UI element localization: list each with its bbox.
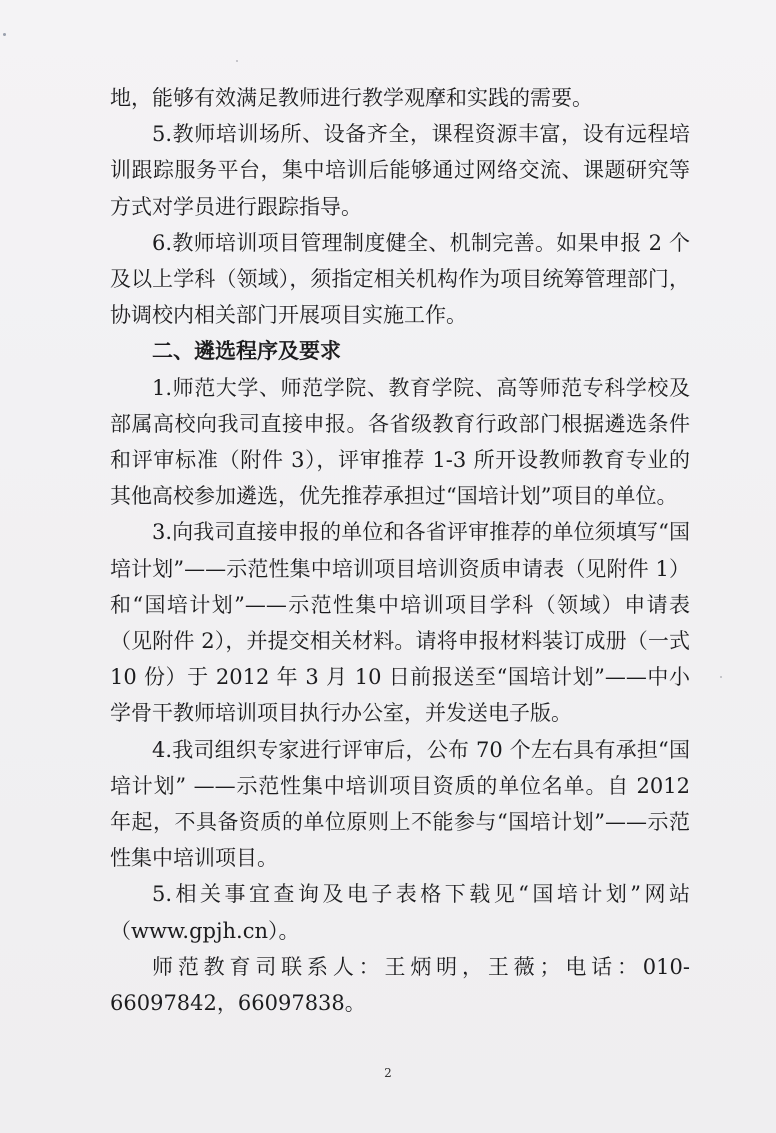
scan-speck: [236, 60, 238, 62]
paragraph-item-5-facilities: 5.教师培训场所、设备齐全，课程资源丰富，设有远程培训跟踪服务平台，集中培训后能够通过网络交流、课题研究等方式对学员进行跟踪指导。: [110, 122, 690, 219]
scan-speck: [720, 676, 722, 678]
paragraph-continuation: 地，能够有效满足教师进行教学观摩和实践的需要。: [110, 86, 593, 110]
paragraph-item-4-review: 4.我司组织专家进行评审后，公布 70 个左右具有承担“国培计划” ——示范性集中培训项目资质的单位名单。自 2012 年起，不具备资质的单位原则上不能参与“国培计划”——示范性集中培训项目。: [110, 737, 690, 871]
document-body: [110, 80, 690, 1021]
scan-artifact: [3, 33, 6, 36]
paragraph-contact: 师范教育司联系人：王炳明，王薇；电话：010-66097842，66097838。: [110, 954, 690, 1016]
paragraph-item-5-website: 5.相关事宜查询及电子表格下载见“国培计划”网站（www.gpjh.cn）。: [110, 882, 690, 943]
section-heading-selection-procedure: 二、遴选程序及要求: [152, 339, 341, 364]
paragraph-item-3-forms: 3.向我司直接申报的单位和各省评审推荐的单位须填写“国培计划”——示范性集中培训项目培训资质申请表（见附件 1）和“国培计划”——示范性集中培训项目学科（领域）申请表（见附件 2），并提交相关材料。请将申报材料装订成册（一式 10 份）于 2012 年 3 月 10 日前报送至“国培计划”——中小学骨干教师培训项目执行办公室，并发送电子版。: [110, 520, 690, 726]
paragraph-item-6-management: 6.教师培训项目管理制度健全、机制完善。如果申报 2 个及以上学科（领域），须指定相关机构作为项目统筹管理部门，协调校内相关部门开展项目实施工作。: [110, 230, 690, 328]
paragraph-item-1-application: 1.师范大学、师范学院、教育学院、高等师范专科学校及部属高校向我司直接申报。各省级教育行政部门根据遴选条件和评审标准（附件 3），评审推荐 1-3 所开设教师教育专业的其他高校参加遴选，优先推荐承担过“国培计划”项目的单位。: [110, 375, 690, 509]
page-number: 2: [384, 1066, 392, 1080]
